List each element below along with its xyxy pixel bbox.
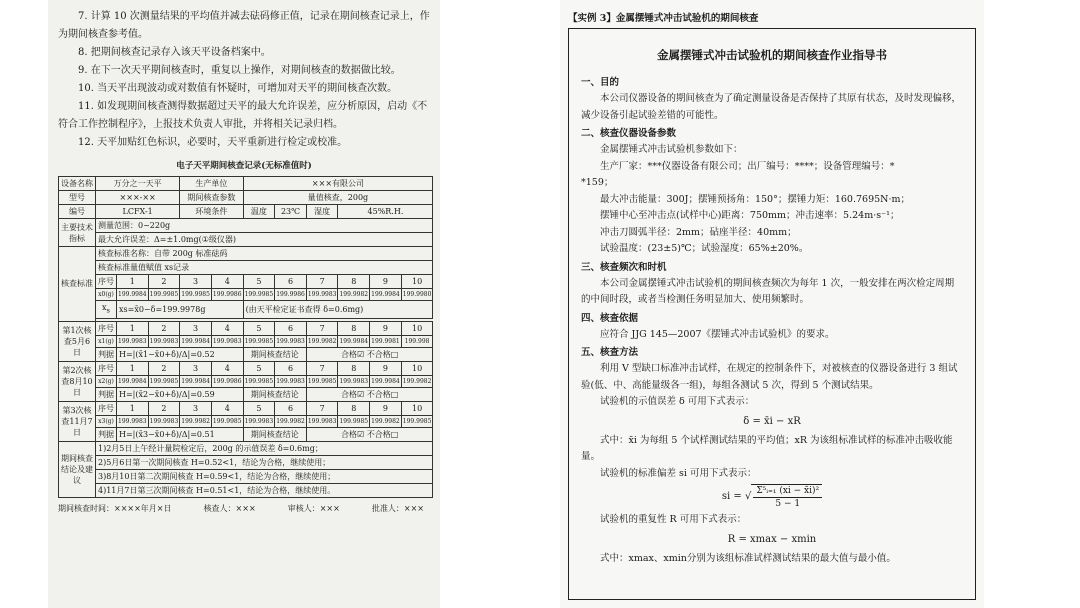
cell: 199.9984 (370, 375, 402, 387)
cell: 1 (117, 321, 149, 335)
cell: 199.9980 (401, 289, 433, 301)
table-row (59, 219, 433, 233)
cell: 第3次核查11月7日 (59, 401, 96, 441)
table-row (59, 375, 433, 387)
cell: 1 (117, 361, 149, 375)
table-row (59, 191, 433, 205)
cell: 6 (275, 361, 307, 375)
table-row (59, 177, 433, 191)
cell: 7 (306, 275, 338, 289)
cell: 合格☑ 不合格□ (306, 387, 433, 401)
formula-numerator: Σ⁵ᵢ₌₁ (xi − x̄i)² (753, 485, 822, 498)
table-row (59, 441, 433, 455)
cell: 199.9986 (275, 289, 307, 301)
cell: 7 (306, 321, 338, 335)
cell: 期间核查结论 (243, 347, 306, 361)
cell: 2 (148, 321, 180, 335)
cell: x3(g) (96, 415, 117, 427)
cell: 199.9982 (306, 335, 338, 347)
std-dev-formula (581, 484, 963, 510)
section-heading: 四、核查依据 (581, 312, 639, 324)
cell: 主要技术指标 (59, 219, 96, 247)
cell: 核查标准量值赋值 xs记录 (96, 261, 433, 275)
record-title: 电子天平期间核查记录(无标准值时) (176, 161, 312, 171)
cell: 8 (338, 361, 370, 375)
cell: ×××有限公司 (243, 177, 433, 191)
cell: 199.9984 (117, 375, 149, 387)
table-row (59, 289, 433, 301)
cell: 6 (275, 401, 307, 415)
cell: 3 (180, 321, 212, 335)
table-row (59, 455, 433, 469)
cell: 8 (338, 275, 370, 289)
table-row (59, 387, 433, 401)
cell: 量值核查，200g (243, 191, 433, 205)
table-row (59, 415, 433, 427)
cell: 期间核查结论 (243, 427, 306, 441)
cell: 8 (338, 321, 370, 335)
formula-intro: 试验机的重复性 R 可用下式表示： (600, 514, 747, 525)
cell: 199.9983 (338, 375, 370, 387)
cell: 199.9986 (211, 375, 243, 387)
cell: 3 (180, 275, 212, 289)
cell: 199.9982 (401, 375, 433, 387)
balance-check-record-table (58, 176, 433, 498)
cell: 3 (180, 361, 212, 375)
cell: 湿度 (306, 205, 338, 219)
section-heading: 一、目的 (581, 77, 620, 88)
cell: 199.9981 (370, 335, 402, 347)
cell: 199.9985 (243, 375, 275, 387)
formula-intro: 试验机的示值误差 δ 可用下式表示： (600, 396, 755, 407)
sqrt-icon: √ $\frac{\text{Σ⁵ᵢ₌₁ (xi − x̄i)²}}{5 - 1}$ (745, 484, 822, 510)
cell: 型号 (59, 191, 96, 205)
cell: 合格☑ 不合格□ (306, 347, 433, 361)
cell: 199.9983 (117, 335, 149, 347)
table-row (59, 361, 433, 375)
section-text: 本公司金属摆锤式冲击试验机的期间核查频次为每年 1 次，一般安排在两次检定周期的中间时段，或者当检测任务明显加大、使用频繁时。 (581, 277, 955, 305)
step-11: 11. 如发现期间核查测得数据超过天平的最大允许误差，应分析原因，启动《不符合工作控制程序》，上报技术负责人审批，并将相关记录归档。 (58, 101, 428, 130)
cell: (由天平检定证书查得 δ=0.6mg) (243, 301, 433, 319)
cell: 序号 (96, 401, 117, 415)
cell: 5 (243, 401, 275, 415)
formula-denominator: 5 − 1 (775, 499, 801, 509)
cell: 199.9984 (117, 289, 149, 301)
repeatability-formula: R = xmax − xmin (727, 533, 817, 545)
cell: 199.9985 (338, 415, 370, 427)
cell: 199.9984 (338, 335, 370, 347)
table-row (59, 261, 433, 275)
cell: 199.998 (401, 335, 433, 347)
section-heading: 五、核查方法 (581, 347, 639, 358)
cell: 设备名称 (59, 177, 96, 191)
cell: $x_s$ (96, 301, 117, 319)
reviewer: 审核人：××× (287, 503, 340, 513)
cell: 199.9983 (148, 335, 180, 347)
param-line: 金属摆锤式冲击试验机参数如下： (600, 144, 743, 155)
cell: 199.9983 (275, 375, 307, 387)
cell: xs=x̄0−δ=199.9978g (117, 301, 244, 319)
cell: 生产单位 (180, 177, 243, 191)
approver: 批准人：××× (371, 503, 424, 513)
cell: 2 (148, 275, 180, 289)
instruction-box (568, 28, 976, 600)
cell: H=|(x̄3−x̄0+δ)/Δ|=0.51 (117, 427, 244, 441)
cell: 199.9984 (180, 375, 212, 387)
cell: 199.9985 (243, 335, 275, 347)
cell: 序号 (96, 275, 117, 289)
cell: 23℃ (275, 205, 307, 219)
cell: 5 (243, 361, 275, 375)
param-line: *159； (581, 177, 614, 188)
cell: 2)5月6日第一次期间核查 H=0.52<1，结论为合格，继续使用； (96, 455, 433, 469)
cell: 3 (180, 401, 212, 415)
cell: x2(g) (96, 375, 117, 387)
right-page (560, 0, 984, 608)
formula-note: 式中：x̄i 为每组 5 个试样测试结果的平均值；xR 为该组标准试样的标准冲击吸收能量。 (581, 434, 953, 462)
cell: 199.9984 (180, 335, 212, 347)
cell: 199.9984 (370, 289, 402, 301)
cell: 199.9983 (306, 289, 338, 301)
cell: 环境条件 (180, 205, 243, 219)
cell: 199.9985 (180, 289, 212, 301)
checker: 核查人：××× (203, 503, 256, 513)
cell: 9 (370, 321, 402, 335)
cell: 199.9982 (338, 289, 370, 301)
section-text: 本公司仪器设备的期间核查为了确定测量设备是否保持了其原有状态，及时发现偏移，减少设备引起试验差错的可能性。 (581, 93, 962, 121)
section-heading: 三、核查频次和时机 (581, 261, 667, 273)
step-12: 12. 天平加贴红色标识，必要时，天平重新进行检定或校准。 (78, 137, 348, 148)
cell: 第1次核查5月6日 (59, 321, 96, 361)
table-row (59, 347, 433, 361)
cell: 1 (117, 275, 149, 289)
param-line: 试验温度：(23±5)℃；试验湿度：65%±20%。 (600, 243, 809, 254)
cell: 199.9985 (243, 289, 275, 301)
cell: x0(g) (96, 289, 117, 301)
param-line: 摆锤中心至冲击点(试样中心)距离：750mm；冲击速率：5.24m·s⁻¹； (600, 210, 900, 221)
table-row (59, 301, 433, 319)
cell: 核查标准 (59, 247, 96, 322)
cell: 最大允许误差：Δ=±1.0mg(①级仪器) (96, 233, 433, 247)
table-row (59, 483, 433, 497)
step-8: 8. 把期间核查记录存入该天平设备档案中。 (78, 47, 271, 58)
cell: 序号 (96, 321, 117, 335)
step-7: 7. 计算 10 次测量结果的平均值并减去砝码修正值，记录在期间核查记录上，作为期间核查参考值。 (58, 11, 430, 40)
table-row (59, 205, 433, 219)
cell: 4 (211, 401, 243, 415)
cell: 4)11月7日第三次期间核查 H=0.51<1，结论为合格，继续使用。 (96, 483, 433, 497)
cell: 199.9982 (180, 415, 212, 427)
check-date: 期间核查时间：××××年月×日 (58, 503, 172, 513)
cell: 6 (275, 275, 307, 289)
cell: 期间核查结论及建议 (59, 441, 96, 497)
cell: x1(g) (96, 335, 117, 347)
cell: 期间核查参数 (180, 191, 243, 205)
table-row (59, 335, 433, 347)
error-formula: δ = x̄i − xR (743, 415, 801, 427)
cell: 1)2月5日上午经计量院检定后，200g 的示值误差 δ=0.6mg； (96, 441, 433, 455)
table-row (59, 321, 433, 335)
cell: 3)8月10日第二次期间核查 H=0.59<1，结论为合格，继续使用； (96, 469, 433, 483)
table-row (59, 233, 433, 247)
section-heading: 二、核查仪器设备参数 (581, 128, 677, 139)
step-10: 10. 当天平出现波动或对数值有怀疑时，可增加对天平的期间核查次数。 (78, 83, 398, 94)
cell: H=|(x̄1−x̄0+δ)/Δ|=0.52 (117, 347, 244, 361)
cell: 199.9982 (370, 415, 402, 427)
cell: 199.9983 (148, 415, 180, 427)
cell: 199.9983 (211, 335, 243, 347)
cell: 10 (401, 401, 433, 415)
cell: 199.9985 (306, 375, 338, 387)
cell: ×××-×× (96, 191, 180, 205)
record-footer (58, 503, 430, 514)
cell: 10 (401, 275, 433, 289)
cell: 判据 (96, 347, 117, 361)
table-row (59, 247, 433, 261)
cell: 判据 (96, 387, 117, 401)
cell: 199.9983 (243, 415, 275, 427)
formula-lhs: si = (721, 491, 742, 502)
left-page (48, 0, 440, 608)
cell: 核查标准名称：自带 200g 标准砝码 (96, 247, 433, 261)
cell: 4 (211, 361, 243, 375)
cell: 9 (370, 275, 402, 289)
cell: 199.9983 (306, 415, 338, 427)
cell: 9 (370, 361, 402, 375)
cell: 7 (306, 401, 338, 415)
table-row (59, 427, 433, 441)
cell: 温度 (243, 205, 275, 219)
cell: 5 (243, 275, 275, 289)
cell: 4 (211, 321, 243, 335)
cell: LCFX-1 (96, 205, 180, 219)
cell: 199.9986 (211, 289, 243, 301)
cell: 199.9983 (275, 335, 307, 347)
cell: 1 (117, 401, 149, 415)
cell: 8 (338, 401, 370, 415)
param-line: 生产厂家：***仪器设备有限公司；出厂编号：****；设备管理编号：* (600, 160, 895, 172)
cell: 199.9985 (401, 415, 433, 427)
document-title: 金属摆锤式冲击试验机的期间核查作业指导书 (657, 48, 887, 62)
formula-note: 式中：xmax、xmin分别为该组标准试样测试结果的最大值与最小值。 (600, 552, 896, 564)
step-9: 9. 在下一次天平期间核查时，重复以上操作，对期间核查的数据做比较。 (78, 65, 401, 76)
cell: 序号 (96, 361, 117, 375)
table-row (59, 401, 433, 415)
cell: 199.9985 (211, 415, 243, 427)
cell: H=|(x̄2−x̄0+δ)/Δ|=0.59 (117, 387, 244, 401)
cell: 9 (370, 401, 402, 415)
cell: 199.9985 (148, 289, 180, 301)
cell: 45%R.H. (338, 205, 433, 219)
cell: 5 (243, 321, 275, 335)
cell: 2 (148, 361, 180, 375)
cell: 合格☑ 不合格□ (306, 427, 433, 441)
cell: 10 (401, 321, 433, 335)
param-line: 最大冲击能量：300J；摆锤预扬角：150°；摆锤力矩：160.7695N·m； (600, 193, 910, 205)
cell: 万分之一天平 (96, 177, 180, 191)
cell: 2 (148, 401, 180, 415)
cell: 4 (211, 275, 243, 289)
cell: 7 (306, 361, 338, 375)
cell: 10 (401, 361, 433, 375)
example-title: 【实例 3】金属摆锤式冲击试验机的期间核查 (568, 13, 759, 24)
cell: 199.9983 (117, 415, 149, 427)
table-row (59, 275, 433, 289)
cell: 编号 (59, 205, 96, 219)
section-text: 利用 V 型缺口标准冲击试样，在规定的控制条件下，对被核查的仪器设备进行 3 组试验(低、中、高能量级各一组)，每组各测试 5 次，得到 5 个测试结果。 (581, 363, 958, 391)
cell: 199.9982 (275, 415, 307, 427)
cell: 判据 (96, 427, 117, 441)
formula-intro: 试验机的标准偏差 si 可用下式表示： (600, 467, 757, 479)
cell: 期间核查结论 (243, 387, 306, 401)
cell: 第2次核查8月10日 (59, 361, 96, 401)
table-row (59, 469, 433, 483)
cell: 测量范围：0~220g (96, 219, 433, 233)
cell: 199.9985 (148, 375, 180, 387)
section-text: 应符合 JJG 145—2007《摆锤式冲击试验机》的要求。 (600, 328, 835, 340)
param-line: 冲击刀圆弧半径：2mm；砧座半径：40mm； (600, 226, 797, 238)
cell: 6 (275, 321, 307, 335)
procedure-steps (58, 8, 430, 152)
